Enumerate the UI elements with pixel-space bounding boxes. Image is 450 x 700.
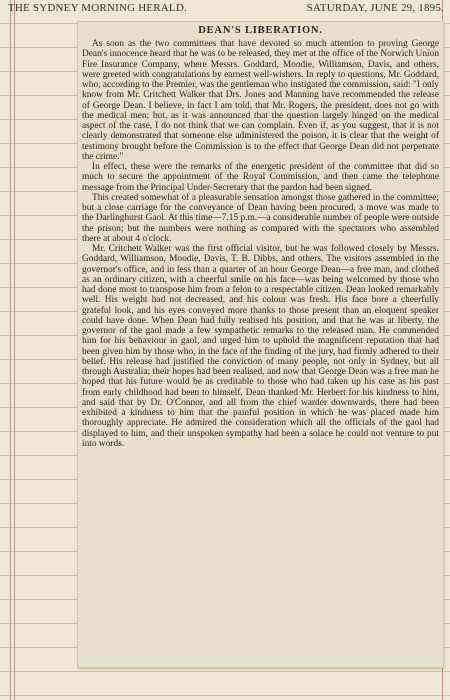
article-paragraph: As soon as the two committees that have devoted so much attention to proving George Dean's innocence heard that he was to be released, they met at the office of the Norwich Union Fire Insurance Company, where Messrs. Goddard, Moodie, Williamson, Davis, and others, were greeted with congratulations by earnest well-wishers. In reply to questions, Mr. Goddard, who, according to the Premier, was the gentleman who instigated the commission, said: "I only know from Mr. Critchett Walker that Drs. Jones and Manning have recommended the release of George Dean. I believe, in fact I am told, that Mr. Rogers, the president, does not go with the medical men; but, as it was announced that the question largely hinged on the medical aspect of the case, I do not think that we can complain. Even if, as you suggest, that it is not clearly demonstrated that someone else administered the poison, it is clear that the weight of testimony brought before the Commission is to the effect that George Dean did not perpetrate the crime." xyxy=(82,39,439,162)
issue-date: SATURDAY, JUNE 29, 1895. xyxy=(306,2,444,14)
margin-rule xyxy=(14,0,15,700)
newspaper-header xyxy=(8,2,444,18)
newspaper-clipping xyxy=(78,22,443,667)
article-paragraph: Mr. Critchett Walker was the first official visitor, but he was followed closely by Messrs. Goddard, Williamson, Moodie, Davis, T. B. Dibbs, and others. The visitors assembled in the governor's office, and in less than a quarter of an hour George Dean—a free man, and clothed as an ordinary citizen, with a cheerful smile on his face—was being welcomed by those who had done most to transpose him from a felon to a respectable citizen. Dean looked remarkably well. His weight had not decreased, and his colour was fresh. His face bore a cheerfully grateful look, and his eyes conveyed more thanks to those present than an eloquent speaker could have done. When Dean had fully realised his position, and that he was at liberty, the governor of the gaol made a few sympathetic remarks to the released man. He commended him for his behaviour in gaol, and urged him to uphold the magnificent reputation that had been given him by those who, in the face of the finding of the jury, had firmly adhered to their belief. His release had justified the conviction of many people, not only in Sydney, but all through Australia; their hopes had been realised, and now that George Dean was a free man he hoped that his future would be as creditable to those who had taken up his case as his past from early childhood had been to himself. Dean thanked Mr. Herbert for his kindness to him, and said that by Dr. O'Connor, and all from the chief warder downwards, there had been exhibited a kindness to him that the painful position in which he was placed made him thoroughly appreciate. He admired the consideration which all the officials of the gaol had displayed to him, and their unspoken sympathy had been a solace he could not venture to put into words. xyxy=(82,244,439,449)
article xyxy=(82,25,439,664)
margin-rule xyxy=(10,0,11,700)
article-paragraph: This created somewhat of a pleasurable sensation amongst those gathered in the committee; but a close carriage for the conveyance of Dean having been procured, a move was made to the Darlinghurst Gaol. At this time—7.15 p.m.—a considerable number of people were outside the prison; but the numbers were nothing as compared with the spectators who assembled there at about 4 o'clock. xyxy=(82,192,439,244)
article-paragraph: In effect, these were the remarks of the energetic president of the committee that did so much to secure the appointment of the Royal Commission, and then came the telephone message from the Principal Under-Secretary that the pardon had been signed. xyxy=(82,162,439,193)
newspaper-name: THE SYDNEY MORNING HERALD. xyxy=(8,2,187,14)
article-headline: DEAN'S LIBERATION. xyxy=(198,25,323,36)
